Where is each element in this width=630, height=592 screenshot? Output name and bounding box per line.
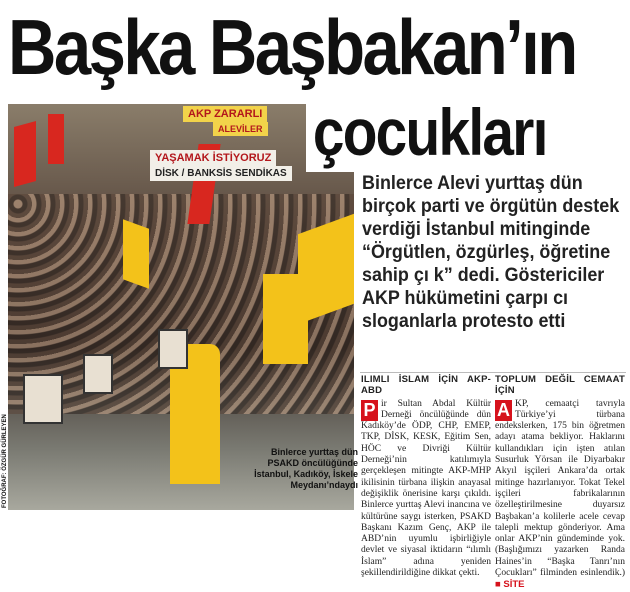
column-title: TOPLUM DEĞİL CEMAAT İÇİN bbox=[495, 374, 625, 397]
photo-caption: Binlerce yurttaş dün PSAKD öncülüğünde İstanbul, Kadıköy, İskele Meydanı’ndaydı bbox=[254, 447, 358, 490]
portrait-placard bbox=[158, 329, 188, 369]
red-flag bbox=[14, 121, 36, 187]
headline-line2: çocukları bbox=[306, 92, 555, 172]
column-title: ILIMLI İSLAM İÇİN AKP-ABD bbox=[361, 374, 491, 397]
column-body: KP, cemaatçi tavrıyla Türkiye’yi türbana endekslerken, 175 bin öğretmen adayı atama bekliyor. Haklarını kullandıkları için işten atılan Susurluk Yörsan ile Diyarbakır Akyıl işçileri Ankara’da ortak mitinge hazırlanıyor. Tokat Tekel işçileri fabrikalarının özelleştirilmesine duyarsız Başbakan’a kolilerle acele cevap talepli mektup gönderiyor. Ama onlar AKP’nin gündeminde yok. (Başlığımızı yazarken Randa Haines’in “Başka Tanrı’nın Çocukları” filminden esinlendik.) bbox=[495, 398, 625, 579]
author-signature: ■ SİTE bbox=[495, 579, 525, 591]
column-right bbox=[495, 374, 625, 592]
yellow-banner bbox=[263, 274, 308, 364]
red-flag bbox=[48, 114, 64, 164]
yellow-flag bbox=[123, 219, 149, 288]
lead-paragraph: Binlerce Alevi yurttaş dün birçok parti ve örgütün destek verdiği İstanbul mitinginde “Örgütlen, özgürleş, öğretine sahip çı k” dedi. Göstericiler AKP hükümetini çarpı cı sloganlarla protesto etti bbox=[362, 172, 620, 332]
column-left bbox=[361, 374, 491, 579]
banner: ALEVİLER bbox=[213, 122, 268, 136]
column-body: ir Sultan Abdal Kültür Derneği öncülüğünde dün Kadıköy’de ÖDP, CHP, EMEP, TKP, DİSK, KESK, Eğitim Sen, HÖC ve Divriği Kültür Derneği’nin katılımıyla gerçekleşen mitingte AKP-MHP ikilisinin türbana ilişkin anayasal değişiklik önerisine karşı çıkıldı. Binlerce yurttaş Alevi inancına ve kültürüne saygı isterken, PSAKD Başkanı Kazım Genç, AKP ile ABD’nin uyumlu işbirliğiyle devlet ve siyasal iktidarın “ılımlı İslam” adına yeniden şekillendirildiğine dikkat çekti. bbox=[361, 398, 491, 579]
banner: AKP ZARARLI bbox=[183, 106, 267, 122]
photo-credit: FOTOĞRAF: ÖZGÜR GÜRLEYEN bbox=[2, 414, 8, 508]
drop-cap: A bbox=[497, 399, 510, 420]
banner: DİSK / BANKSİS SENDİKAS bbox=[150, 166, 292, 181]
banner: YAŞAMAK İSTİYORUZ bbox=[150, 150, 276, 166]
drop-cap: P bbox=[361, 400, 378, 421]
portrait-placard bbox=[83, 354, 113, 394]
divider bbox=[360, 372, 626, 373]
headline-line1: Başka Başbakan’ın bbox=[8, 3, 576, 91]
portrait-placard bbox=[23, 374, 63, 424]
